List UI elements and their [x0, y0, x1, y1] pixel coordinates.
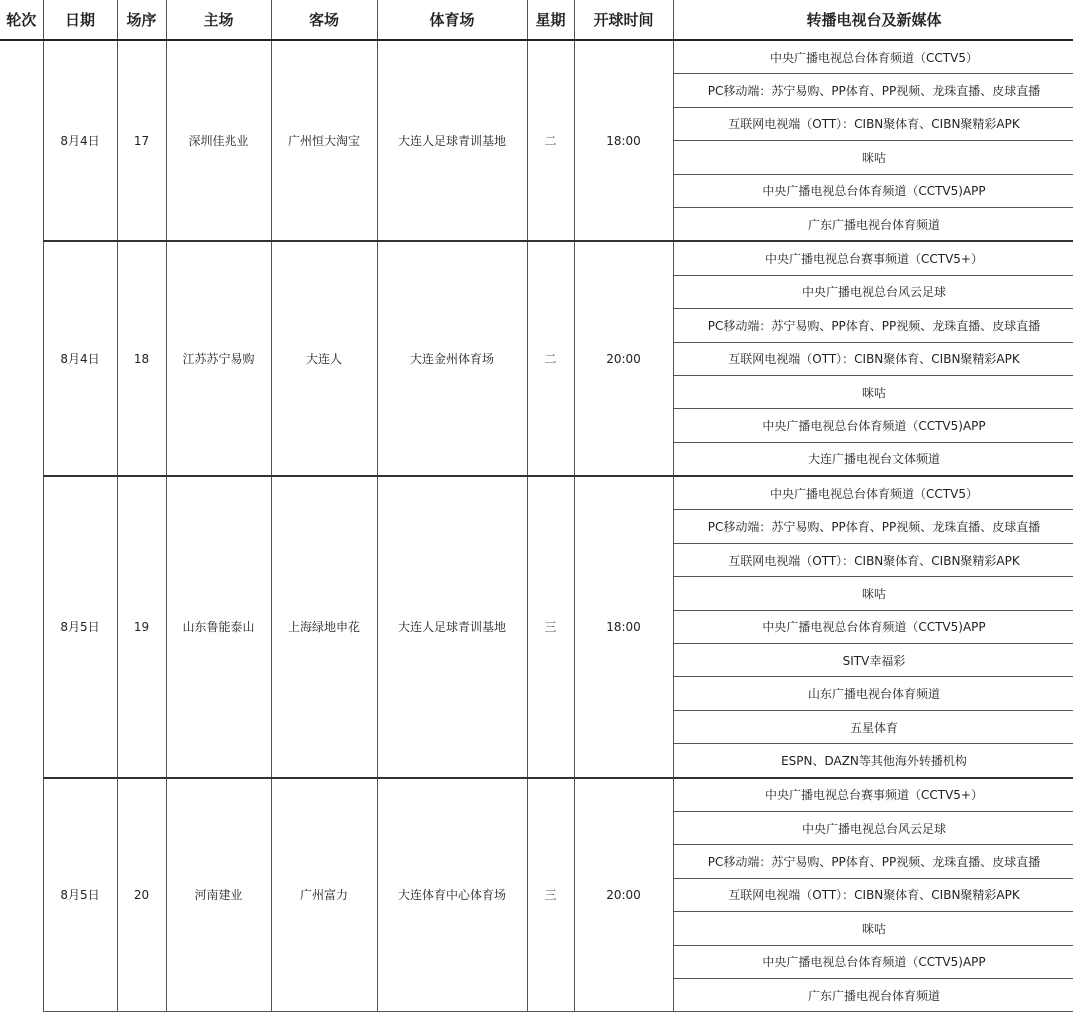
broadcaster-cell: PC移动端：苏宁易购、PP体育、PP视频、龙珠直播、皮球直播	[673, 74, 1073, 107]
header-date: 日期	[43, 0, 117, 40]
home-team: 山东鲁能泰山	[166, 476, 271, 778]
match-number: 19	[117, 476, 166, 778]
broadcaster-cell: 中央广播电视总台赛事频道（CCTV5+）	[673, 778, 1073, 812]
table-row	[0, 241, 1073, 275]
header-weekday: 星期	[527, 0, 574, 40]
broadcaster-cell: ESPN、DAZN等其他海外转播机构	[673, 744, 1073, 778]
weekday: 二	[527, 241, 574, 476]
home-team: 江苏苏宁易购	[166, 241, 271, 476]
header-kickoff: 开球时间	[574, 0, 673, 40]
broadcaster-cell: 大连广播电视台文体频道	[673, 442, 1073, 476]
away-team: 上海绿地申花	[271, 476, 377, 778]
match-number: 18	[117, 241, 166, 476]
match-number: 17	[117, 40, 166, 241]
match-date: 8月5日	[43, 778, 117, 1012]
match-date: 8月4日	[43, 40, 117, 241]
round-cell	[0, 40, 43, 1012]
stadium: 大连体育中心体育场	[377, 778, 527, 1012]
broadcaster-cell: 中央广播电视总台体育频道（CCTV5)APP	[673, 610, 1073, 643]
home-team: 河南建业	[166, 778, 271, 1012]
broadcaster-cell: 互联网电视端（OTT）：CIBN聚体育、CIBN聚精彩APK	[673, 107, 1073, 140]
broadcaster-cell: 中央广播电视总台风云足球	[673, 811, 1073, 844]
broadcaster-cell: 咪咕	[673, 375, 1073, 408]
away-team: 广州富力	[271, 778, 377, 1012]
broadcaster-cell: 五星体育	[673, 710, 1073, 743]
match-date: 8月5日	[43, 476, 117, 778]
broadcaster-cell: 中央广播电视总台赛事频道（CCTV5+）	[673, 241, 1073, 275]
home-team: 深圳佳兆业	[166, 40, 271, 241]
schedule-body	[0, 40, 1073, 1012]
broadcaster-cell: 互联网电视端（OTT）：CIBN聚体育、CIBN聚精彩APK	[673, 342, 1073, 375]
table-row	[0, 778, 1073, 812]
header-home: 主场	[166, 0, 271, 40]
header-row	[0, 0, 1073, 40]
broadcaster-cell: 广东广播电视台体育频道	[673, 207, 1073, 241]
match-number: 20	[117, 778, 166, 1012]
weekday: 三	[527, 476, 574, 778]
header-match-no: 场序	[117, 0, 166, 40]
broadcaster-cell: PC移动端：苏宁易购、PP体育、PP视频、龙珠直播、皮球直播	[673, 309, 1073, 342]
broadcaster-cell: 互联网电视端（OTT）：CIBN聚体育、CIBN聚精彩APK	[673, 878, 1073, 911]
kickoff-time: 20:00	[574, 241, 673, 476]
broadcaster-cell: 互联网电视端（OTT）：CIBN聚体育、CIBN聚精彩APK	[673, 543, 1073, 576]
broadcaster-cell: 中央广播电视总台体育频道（CCTV5）	[673, 476, 1073, 510]
broadcaster-cell: 中央广播电视总台体育频道（CCTV5)APP	[673, 945, 1073, 978]
stadium: 大连人足球青训基地	[377, 40, 527, 241]
broadcaster-cell: 咪咕	[673, 912, 1073, 945]
table-row	[0, 476, 1073, 510]
broadcaster-cell: PC移动端：苏宁易购、PP体育、PP视频、龙珠直播、皮球直播	[673, 510, 1073, 543]
broadcaster-cell: SITV幸福彩	[673, 644, 1073, 677]
kickoff-time: 18:00	[574, 40, 673, 241]
table-row	[0, 40, 1073, 74]
kickoff-time: 18:00	[574, 476, 673, 778]
away-team: 广州恒大淘宝	[271, 40, 377, 241]
broadcaster-cell: 中央广播电视总台体育频道（CCTV5)APP	[673, 174, 1073, 207]
broadcaster-cell: 中央广播电视总台体育频道（CCTV5）	[673, 40, 1073, 74]
header-away: 客场	[271, 0, 377, 40]
header-broadcasters: 转播电视台及新媒体	[673, 0, 1073, 40]
broadcaster-cell: 中央广播电视总台风云足球	[673, 275, 1073, 308]
stadium: 大连金州体育场	[377, 241, 527, 476]
match-date: 8月4日	[43, 241, 117, 476]
broadcaster-cell: 广东广播电视台体育频道	[673, 978, 1073, 1011]
broadcaster-cell: 山东广播电视台体育频道	[673, 677, 1073, 710]
kickoff-time: 20:00	[574, 778, 673, 1012]
weekday: 三	[527, 778, 574, 1012]
broadcaster-cell: 咪咕	[673, 141, 1073, 174]
broadcaster-cell: 咪咕	[673, 577, 1073, 610]
weekday: 二	[527, 40, 574, 241]
away-team: 大连人	[271, 241, 377, 476]
header-round: 轮次	[0, 0, 43, 40]
broadcaster-cell: 中央广播电视总台体育频道（CCTV5)APP	[673, 409, 1073, 442]
stadium: 大连人足球青训基地	[377, 476, 527, 778]
header-stadium: 体育场	[377, 0, 527, 40]
broadcaster-cell: PC移动端：苏宁易购、PP体育、PP视频、龙珠直播、皮球直播	[673, 845, 1073, 878]
